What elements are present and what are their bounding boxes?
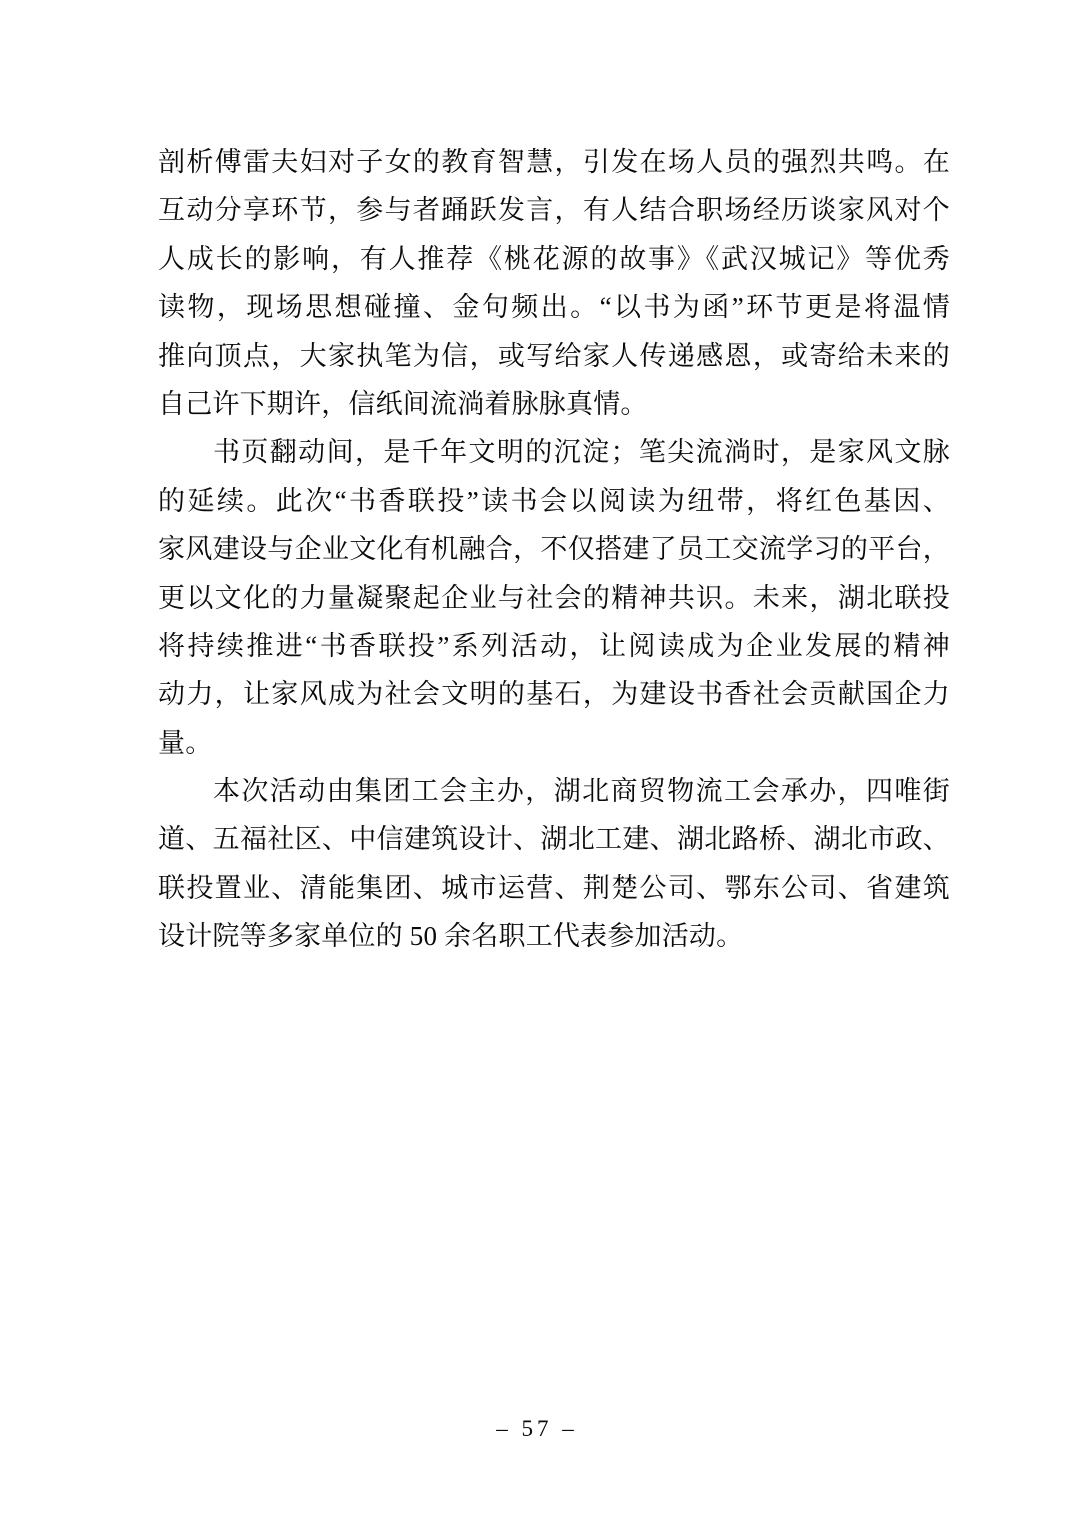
paragraph-continuation xyxy=(158,138,950,428)
document-body xyxy=(158,138,950,961)
text-line: 联投置业、清能集团、城市运营、荆楚公司、鄂东公司、省建筑 xyxy=(158,872,950,903)
text-line: 的延续。此次“书香联投”读书会以阅读为纽带，将红色基因、 xyxy=(158,485,950,516)
text-line: 设计院等多家单位的 50 余名职工代表参加活动。 xyxy=(158,921,744,952)
page-number: – 57 – xyxy=(496,1416,578,1441)
text-line: 人成长的影响，有人推荐《桃花源的故事》《武汉城记》等优秀 xyxy=(158,243,950,274)
text-line: 互动分享环节，参与者踊跃发言，有人结合职场经历谈家风对个 xyxy=(158,195,950,226)
text-line: 将持续推进“书香联投”系列活动，让阅读成为企业发展的精神 xyxy=(158,630,950,661)
text-line: 道、五福社区、中信建筑设计、湖北工建、湖北路桥、湖北市政、 xyxy=(158,824,950,855)
text-line: 动力，让家风成为社会文明的基石，为建设书香社会贡献国企力 xyxy=(158,679,950,710)
paragraph-participants xyxy=(158,767,950,961)
paragraph-summary xyxy=(158,428,950,767)
text-line: 更以文化的力量凝聚起企业与社会的精神共识。未来，湖北联投 xyxy=(158,582,950,613)
text-line: 读物，现场思想碰撞、金句频出。“以书为函”环节更是将温情 xyxy=(158,292,950,323)
text-line: 量。 xyxy=(158,727,213,758)
text-line: 推向顶点，大家执笔为信，或写给家人传递感恩，或寄给未来的 xyxy=(158,340,950,371)
text-line: 本次活动由集团工会主办，湖北商贸物流工会承办，四唯街 xyxy=(213,776,950,807)
text-line: 书页翻动间，是千年文明的沉淀；笔尖流淌时，是家风文脉 xyxy=(213,437,950,468)
text-line: 自己许下期许，信纸间流淌着脉脉真情。 xyxy=(158,388,648,419)
text-line: 家风建设与企业文化有机融合，不仅搭建了员工交流学习的平台， xyxy=(158,534,950,565)
text-line: 剖析傅雷夫妇对子女的教育智慧，引发在场人员的强烈共鸣。在 xyxy=(158,147,950,177)
